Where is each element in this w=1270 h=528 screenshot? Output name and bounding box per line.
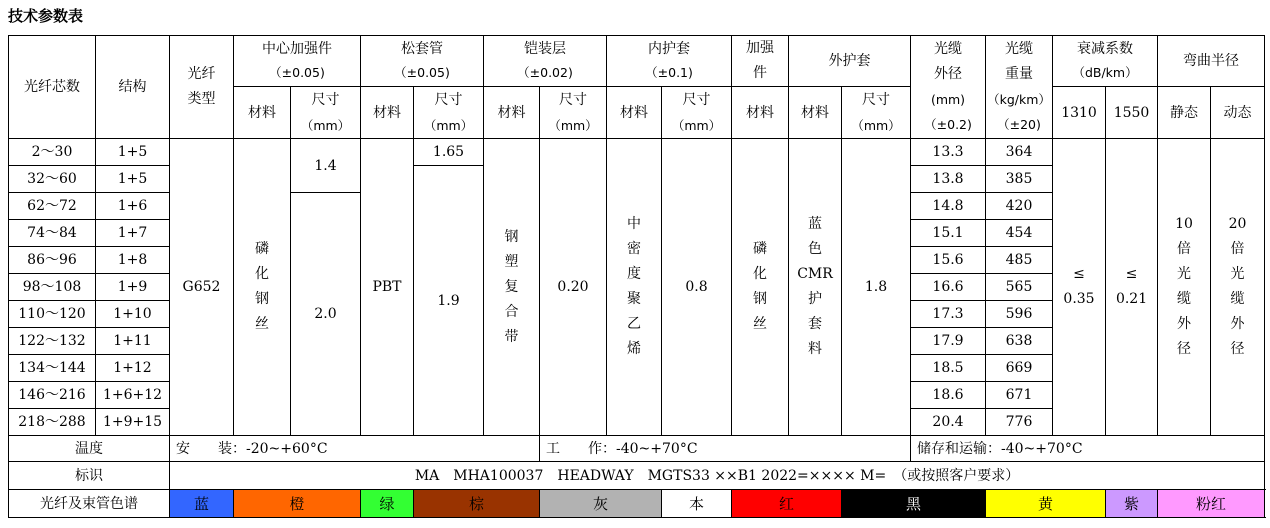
header-inner-sheath: 内护套 （±0.1) bbox=[607, 36, 732, 87]
header-cable-weight: 光缆 重量 （kg/km） （±20) bbox=[986, 36, 1053, 139]
header-outer-material: 材料 bbox=[789, 87, 842, 139]
color-swatch: 橙 bbox=[234, 490, 361, 518]
cable-od-cell: 18.6 bbox=[911, 382, 986, 409]
tube-material-cell: PBT bbox=[361, 139, 414, 436]
color-swatch: 灰 bbox=[540, 490, 662, 518]
table-row bbox=[9, 139, 1265, 166]
structure-cell: 1+6 bbox=[96, 193, 170, 220]
header-strength: 加强 件 bbox=[732, 36, 789, 87]
structure-cell: 1+5 bbox=[96, 139, 170, 166]
header-wl-1550: 1550 bbox=[1106, 87, 1158, 139]
structure-cell: 1+7 bbox=[96, 220, 170, 247]
header-fiber-count: 光纤芯数 bbox=[9, 36, 96, 139]
fiber-count-cell: 74～84 bbox=[9, 220, 96, 247]
header-dynamic: 动态 bbox=[1211, 87, 1265, 139]
cable-weight-cell: 596 bbox=[986, 301, 1053, 328]
header-structure: 结构 bbox=[96, 36, 170, 139]
inner-sheath-material-cell: 中 密 度 聚 乙 烯 bbox=[607, 139, 662, 436]
bend-static-cell: 10 倍 光 缆 外 径 bbox=[1158, 139, 1211, 436]
central-member-material-cell: 磷 化 钢 丝 bbox=[234, 139, 291, 436]
spec-table bbox=[8, 35, 1265, 518]
marking-row bbox=[9, 462, 1265, 490]
outer-sheath-material-cell: 蓝 色 CMR 护 套 料 bbox=[789, 139, 842, 436]
color-swatch: 紫 bbox=[1106, 490, 1158, 518]
inner-sheath-size-cell: 0.8 bbox=[662, 139, 732, 436]
cable-weight-cell: 385 bbox=[986, 166, 1053, 193]
header-central-member: 中心加强件 （±0.05) bbox=[234, 36, 361, 87]
header-inner-material: 材料 bbox=[607, 87, 662, 139]
color-swatch: 棕 bbox=[414, 490, 540, 518]
structure-cell: 1+9+15 bbox=[96, 409, 170, 436]
fiber-count-cell: 32～60 bbox=[9, 166, 96, 193]
marking-text: MA MHA100037 HEADWAY MGTS33 ××B1 2022=×××× M= （或按照客户要求） bbox=[170, 462, 1265, 490]
color-swatch: 红 bbox=[732, 490, 842, 518]
cable-weight-cell: 420 bbox=[986, 193, 1053, 220]
bend-dynamic-cell: 20 倍 光 缆 外 径 bbox=[1211, 139, 1265, 436]
cable-weight-cell: 364 bbox=[986, 139, 1053, 166]
cable-weight-cell: 669 bbox=[986, 355, 1053, 382]
cable-weight-cell: 638 bbox=[986, 328, 1053, 355]
cable-od-cell: 17.3 bbox=[911, 301, 986, 328]
header-outer-sheath: 外护套 bbox=[789, 36, 911, 87]
tube-size-cell: 1.65 bbox=[414, 139, 484, 166]
color-swatch: 黑 bbox=[842, 490, 986, 518]
armor-material-cell: 钢 塑 复 合 带 bbox=[484, 139, 540, 436]
color-swatch: 黄 bbox=[986, 490, 1106, 518]
fiber-count-cell: 146～216 bbox=[9, 382, 96, 409]
cable-weight-cell: 485 bbox=[986, 247, 1053, 274]
color-swatch: 绿 bbox=[361, 490, 414, 518]
header-strength-material: 材料 bbox=[732, 87, 789, 139]
strength-material-cell: 磷 化 钢 丝 bbox=[732, 139, 789, 436]
page-title: 技术参数表 bbox=[8, 7, 84, 25]
header-bend-radius: 弯曲半径 bbox=[1158, 36, 1265, 87]
header-outer-size: 尺寸 （mm） bbox=[842, 87, 911, 139]
central-member-size-cell: 2.0 bbox=[291, 193, 361, 436]
color-swatch: 蓝 bbox=[170, 490, 234, 518]
fiber-count-cell: 2～30 bbox=[9, 139, 96, 166]
header-cable-od: 光缆 外径 (mm) （±0.2) bbox=[911, 36, 986, 139]
cable-od-cell: 17.9 bbox=[911, 328, 986, 355]
structure-cell: 1+12 bbox=[96, 355, 170, 382]
temperature-row bbox=[9, 436, 1265, 462]
central-member-size-cell: 1.4 bbox=[291, 139, 361, 193]
header-row-1 bbox=[9, 36, 1265, 87]
cable-od-cell: 15.1 bbox=[911, 220, 986, 247]
fiber-count-cell: 122～132 bbox=[9, 328, 96, 355]
temperature-label: 温度 bbox=[9, 436, 170, 462]
header-tube-size: 尺寸 （mm） bbox=[414, 87, 484, 139]
color-swatch: 粉红 bbox=[1158, 490, 1265, 518]
armor-size-cell: 0.20 bbox=[540, 139, 607, 436]
cable-od-cell: 20.4 bbox=[911, 409, 986, 436]
header-static: 静态 bbox=[1158, 87, 1211, 139]
temperature-storage: 储存和运输：-40~+70°C bbox=[911, 436, 1265, 462]
header-tube-material: 材料 bbox=[361, 87, 414, 139]
structure-cell: 1+9 bbox=[96, 274, 170, 301]
structure-cell: 1+10 bbox=[96, 301, 170, 328]
fiber-type-cell: G652 bbox=[170, 139, 234, 436]
fiber-count-cell: 110～120 bbox=[9, 301, 96, 328]
marking-label: 标识 bbox=[9, 462, 170, 490]
cable-od-cell: 14.8 bbox=[911, 193, 986, 220]
attenuation-1310-cell: ≤ 0.35 bbox=[1053, 139, 1106, 436]
cable-weight-cell: 776 bbox=[986, 409, 1053, 436]
fiber-count-cell: 62～72 bbox=[9, 193, 96, 220]
cable-od-cell: 13.3 bbox=[911, 139, 986, 166]
color-swatch: 本 bbox=[662, 490, 732, 518]
header-fiber-type: 光纤 类型 bbox=[170, 36, 234, 139]
structure-cell: 1+5 bbox=[96, 166, 170, 193]
header-inner-size: 尺寸 （mm） bbox=[662, 87, 732, 139]
fiber-count-cell: 98～108 bbox=[9, 274, 96, 301]
outer-sheath-size-cell: 1.8 bbox=[842, 139, 911, 436]
cable-weight-cell: 671 bbox=[986, 382, 1053, 409]
header-armor-material: 材料 bbox=[484, 87, 540, 139]
fiber-count-cell: 86～96 bbox=[9, 247, 96, 274]
cable-od-cell: 15.6 bbox=[911, 247, 986, 274]
header-armor-size: 尺寸 （mm） bbox=[540, 87, 607, 139]
header-loose-tube: 松套管 （±0.05) bbox=[361, 36, 484, 87]
header-attenuation: 衰减系数 （dB/km） bbox=[1053, 36, 1158, 87]
cable-od-cell: 16.6 bbox=[911, 274, 986, 301]
header-cm-size: 尺寸 （mm） bbox=[291, 87, 361, 139]
attenuation-1550-cell: ≤ 0.21 bbox=[1106, 139, 1158, 436]
cable-od-cell: 13.8 bbox=[911, 166, 986, 193]
header-wl-1310: 1310 bbox=[1053, 87, 1106, 139]
temperature-operation: 工 作：-40~+70°C bbox=[540, 436, 911, 462]
color-label: 光纤及束管色谱 bbox=[9, 490, 170, 518]
temperature-install: 安 装：-20~+60°C bbox=[170, 436, 540, 462]
structure-cell: 1+6+12 bbox=[96, 382, 170, 409]
tube-size-cell: 1.9 bbox=[414, 166, 484, 436]
color-row bbox=[9, 490, 1265, 518]
cable-weight-cell: 565 bbox=[986, 274, 1053, 301]
header-armor: 铠装层 （±0.02) bbox=[484, 36, 607, 87]
structure-cell: 1+11 bbox=[96, 328, 170, 355]
header-cm-material: 材料 bbox=[234, 87, 291, 139]
cable-od-cell: 18.5 bbox=[911, 355, 986, 382]
structure-cell: 1+8 bbox=[96, 247, 170, 274]
fiber-count-cell: 218～288 bbox=[9, 409, 96, 436]
fiber-count-cell: 134～144 bbox=[9, 355, 96, 382]
cable-weight-cell: 454 bbox=[986, 220, 1053, 247]
